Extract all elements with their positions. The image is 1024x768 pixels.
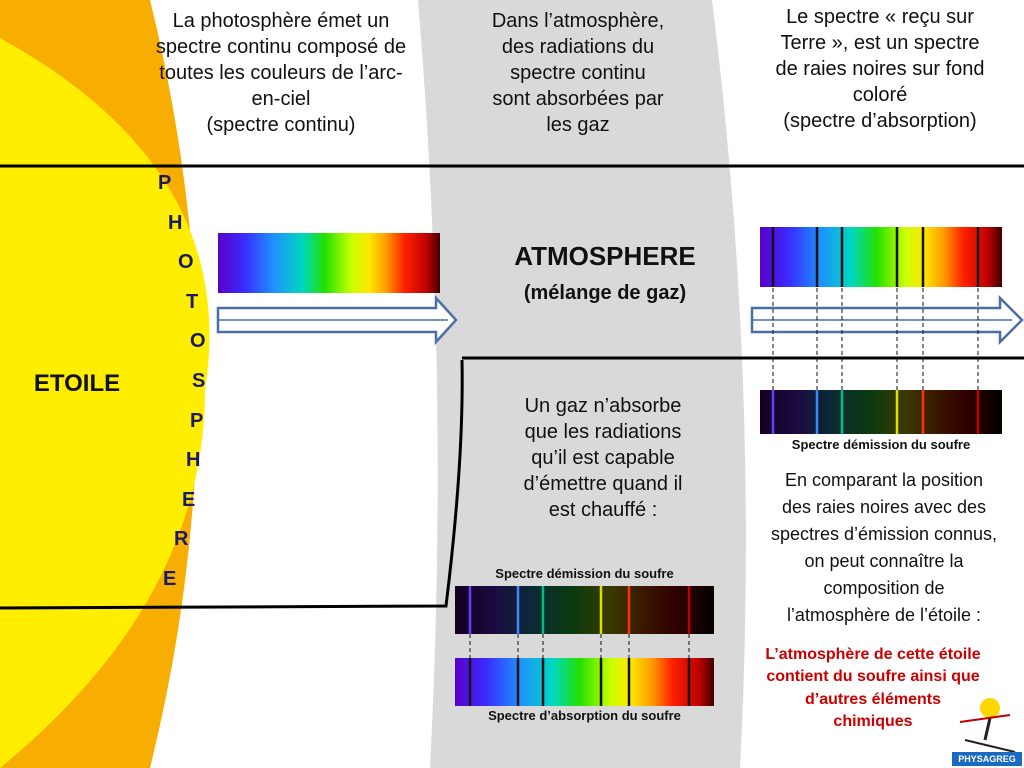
conclusion-text: L’atmosphère de cette étoile contient du soufre ainsi que d’autres éléments chimiques <box>765 646 981 731</box>
emission-spectrum-right <box>760 390 1002 434</box>
photosphere-letter: E <box>163 568 177 590</box>
absorption-spectrum-middle <box>455 658 714 706</box>
photosphere-letter: H <box>168 211 183 234</box>
continuous-spectrum <box>218 233 440 293</box>
compare-text: En comparant la position des raies noires avec des spectres d’émission connus, on peut connaître la composition de l’atmosphère de l’étoile : <box>770 470 998 625</box>
atmosphere-subtitle: (mélange de gaz) <box>523 282 687 304</box>
atmosphere-title: ATMOSPHERE <box>514 241 696 271</box>
received-absorption-spectrum <box>760 227 1002 287</box>
emission-label-middle: Spectre démission du soufre <box>495 566 674 581</box>
photosphere-letter: T <box>186 290 199 313</box>
photosphere-letter: O <box>178 251 194 274</box>
star-label: ETOILE <box>33 370 121 397</box>
photosphere-letter: R <box>174 528 189 551</box>
emission-label-right: Spectre démission du soufre <box>791 437 971 452</box>
physagreg-logo-text: PHYSAGREG <box>958 754 1016 764</box>
photosphere-letter: H <box>186 449 201 472</box>
gas-text: Un gaz n’absorbe que les radiations qu’il est capable d’émettre quand il est chauffé : <box>523 395 683 521</box>
top-right-text: Le spectre « reçu sur Terre », est un spectre de raies noires sur fond coloré (spectre d’absorption) <box>775 6 985 132</box>
photosphere-letter: O <box>190 330 206 353</box>
photosphere-letter: P <box>158 172 172 194</box>
emission-spectrum-middle <box>455 586 714 634</box>
top-middle-text: Dans l’atmosphère, des radiations du spectre continu sont absorbées par les gaz <box>491 10 665 136</box>
photosphere-letter: S <box>192 370 206 392</box>
photosphere-letter: P <box>190 409 204 432</box>
absorption-label-middle: Spectre d’absorption du soufre <box>488 708 681 723</box>
photosphere-letter: E <box>182 488 196 511</box>
top-left-text: La photosphère émet un spectre continu composé de toutes les couleurs de l’arc- en-ciel (spectre continu) <box>155 10 407 136</box>
